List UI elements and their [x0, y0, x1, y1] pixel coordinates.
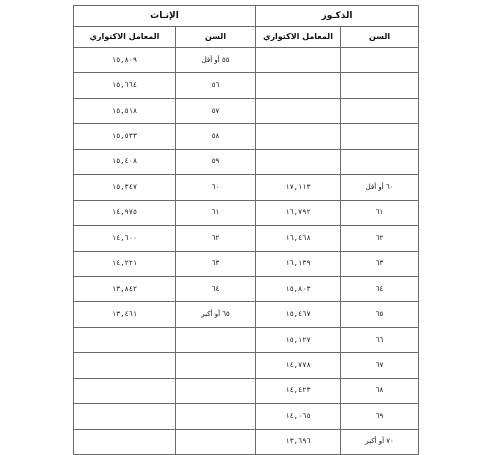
table-row — [74, 302, 419, 327]
female-age-cell: ٥٩ — [176, 149, 256, 174]
table-row — [74, 124, 419, 149]
male-age-cell — [341, 48, 419, 73]
females-factor-header: المعامل الاكتواري — [74, 27, 176, 48]
actuarial-factor-table — [73, 5, 419, 455]
female-age-cell: ٥٥ أو أقل — [176, 48, 256, 73]
female-factor-cell: ١٣,٤٦١ — [74, 302, 176, 327]
male-age-cell: ٦١ — [341, 200, 419, 225]
male-factor-cell: ١٤,٤٢٣ — [256, 378, 341, 403]
female-age-cell: ٦١ — [176, 200, 256, 225]
group-header-row — [74, 6, 419, 27]
male-factor-cell: ١٦,٤٦٨ — [256, 226, 341, 251]
female-age-cell — [176, 353, 256, 378]
female-factor-cell: ١٤,٢٢١ — [74, 251, 176, 276]
male-factor-cell: ١٥,٤٦٧ — [256, 302, 341, 327]
male-age-cell: ٧٠ أو أكبر — [341, 429, 419, 454]
female-factor-cell — [74, 327, 176, 352]
table-header — [74, 6, 419, 48]
male-factor-cell: ١٧,١١٣ — [256, 175, 341, 200]
male-factor-cell: ١٦,١٣٩ — [256, 251, 341, 276]
female-age-cell: ٦٥ أو أكبر — [176, 302, 256, 327]
female-factor-cell — [74, 353, 176, 378]
male-factor-cell: ١٦,٧٩٢ — [256, 200, 341, 225]
table-row — [74, 404, 419, 429]
female-factor-cell: ١٥,٥٣٣ — [74, 124, 176, 149]
male-age-cell — [341, 124, 419, 149]
female-age-cell: ٥٨ — [176, 124, 256, 149]
male-age-cell: ٦٦ — [341, 327, 419, 352]
female-factor-cell — [74, 404, 176, 429]
table-row — [74, 149, 419, 174]
male-factor-cell: ١٥,٨٠٣ — [256, 276, 341, 301]
male-age-cell — [341, 149, 419, 174]
male-factor-cell — [256, 48, 341, 73]
male-age-cell: ٦٧ — [341, 353, 419, 378]
male-age-cell — [341, 98, 419, 123]
table-row — [74, 276, 419, 301]
female-age-cell: ٦٣ — [176, 251, 256, 276]
female-factor-cell: ١٤,٩٧٥ — [74, 200, 176, 225]
males-factor-header: المعامل الاكتواري — [256, 27, 341, 48]
male-factor-cell — [256, 73, 341, 98]
male-age-cell: ٦٠ أو أقل — [341, 175, 419, 200]
male-factor-cell: ١٥,١٢٧ — [256, 327, 341, 352]
male-age-cell: ٦٣ — [341, 251, 419, 276]
table-row — [74, 73, 419, 98]
female-age-cell: ٦٤ — [176, 276, 256, 301]
females-age-header: السن — [176, 27, 256, 48]
male-age-cell: ٦٤ — [341, 276, 419, 301]
female-age-cell: ٥٧ — [176, 98, 256, 123]
female-factor-cell: ١٥,٤٠٨ — [74, 149, 176, 174]
table-row — [74, 327, 419, 352]
table-row — [74, 48, 419, 73]
male-age-cell: ٦٢ — [341, 226, 419, 251]
table-row — [74, 200, 419, 225]
female-factor-cell: ١٣,٨٤٢ — [74, 276, 176, 301]
sub-header-row — [74, 27, 419, 48]
table-row — [74, 251, 419, 276]
female-age-cell — [176, 404, 256, 429]
male-factor-cell: ١٤,٠٦٥ — [256, 404, 341, 429]
table-row — [74, 353, 419, 378]
male-age-cell: ٦٥ — [341, 302, 419, 327]
female-factor-cell: ١٥,٥١٨ — [74, 98, 176, 123]
female-age-cell: ٦٢ — [176, 226, 256, 251]
male-age-cell — [341, 73, 419, 98]
male-factor-cell — [256, 98, 341, 123]
male-factor-cell — [256, 149, 341, 174]
male-age-cell: ٦٨ — [341, 378, 419, 403]
female-factor-cell: ١٥,٨٠٩ — [74, 48, 176, 73]
female-age-cell — [176, 429, 256, 454]
female-age-cell — [176, 327, 256, 352]
table-row — [74, 429, 419, 454]
male-factor-cell: ١٣,٦٩٦ — [256, 429, 341, 454]
female-age-cell: ٦٠ — [176, 175, 256, 200]
females-header: الإنـاث — [74, 6, 256, 27]
table-body — [74, 48, 419, 455]
males-header: الذكـور — [256, 6, 419, 27]
female-factor-cell: ١٥,٣٤٧ — [74, 175, 176, 200]
table-row — [74, 98, 419, 123]
female-age-cell: ٥٦ — [176, 73, 256, 98]
female-factor-cell: ١٤,٦٠٠ — [74, 226, 176, 251]
male-factor-cell: ١٤,٧٧٨ — [256, 353, 341, 378]
males-age-header: السن — [341, 27, 419, 48]
table-row — [74, 378, 419, 403]
male-age-cell: ٦٩ — [341, 404, 419, 429]
table-row — [74, 175, 419, 200]
female-factor-cell — [74, 378, 176, 403]
female-factor-cell: ١٥,٦٦٤ — [74, 73, 176, 98]
female-age-cell — [176, 378, 256, 403]
female-factor-cell — [74, 429, 176, 454]
table-row — [74, 226, 419, 251]
male-factor-cell — [256, 124, 341, 149]
